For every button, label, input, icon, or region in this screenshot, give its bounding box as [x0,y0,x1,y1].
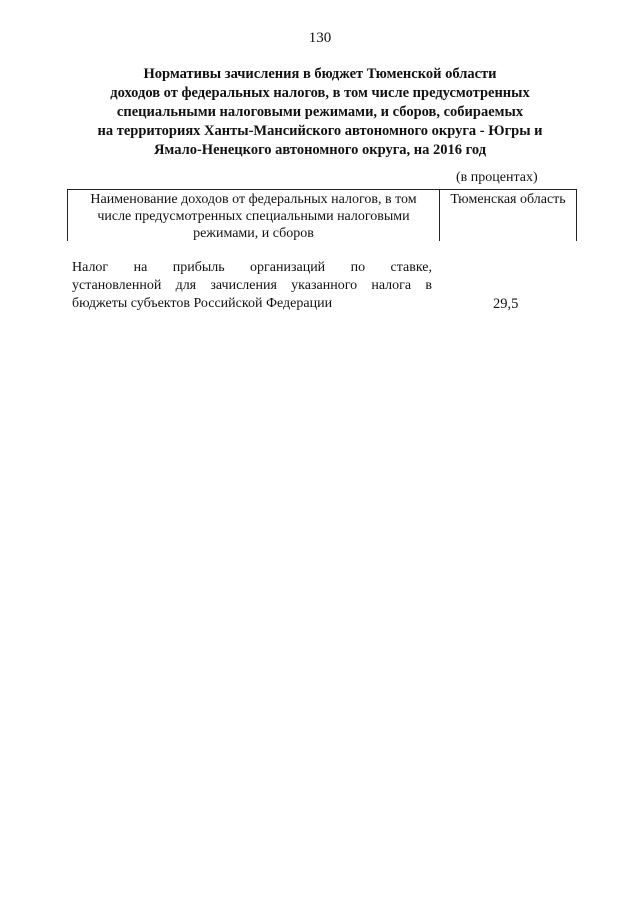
title-line: на территориях Ханты-Мансийского автономного округа - Югры и [97,123,543,139]
title-line: доходов от федеральных налогов, в том числе предусмотренных [110,85,530,101]
title-line: специальными налоговыми режимами, и сборов, собираемых [116,104,524,120]
header-region: Тюменская область [450,192,566,207]
row-line: Налог на прибыль организаций по ставке, [72,260,432,275]
header-line: Наименование доходов от федеральных налогов, в том [90,192,417,207]
row-line: установленной для зачисления указанного налога в [72,278,432,293]
page-number: 130 [308,30,332,46]
table-row-name [72,259,432,313]
title-line: Нормативы зачисления в бюджет Тюменской области [143,66,497,82]
header-income-name [68,190,440,241]
row-line: бюджеты субъектов Российской Федерации [72,296,333,311]
header-line: режимами, и сборов [193,226,314,241]
header-line: числе предусмотренных специальными налоговыми [97,209,410,224]
table-header [67,189,577,241]
units-note: (в процентах) [456,170,538,185]
document-title [60,65,580,160]
title-line: Ямало-Ненецкого автономного округа, на 2016 год [153,142,487,158]
table-row-value: 29,5 [493,296,519,312]
